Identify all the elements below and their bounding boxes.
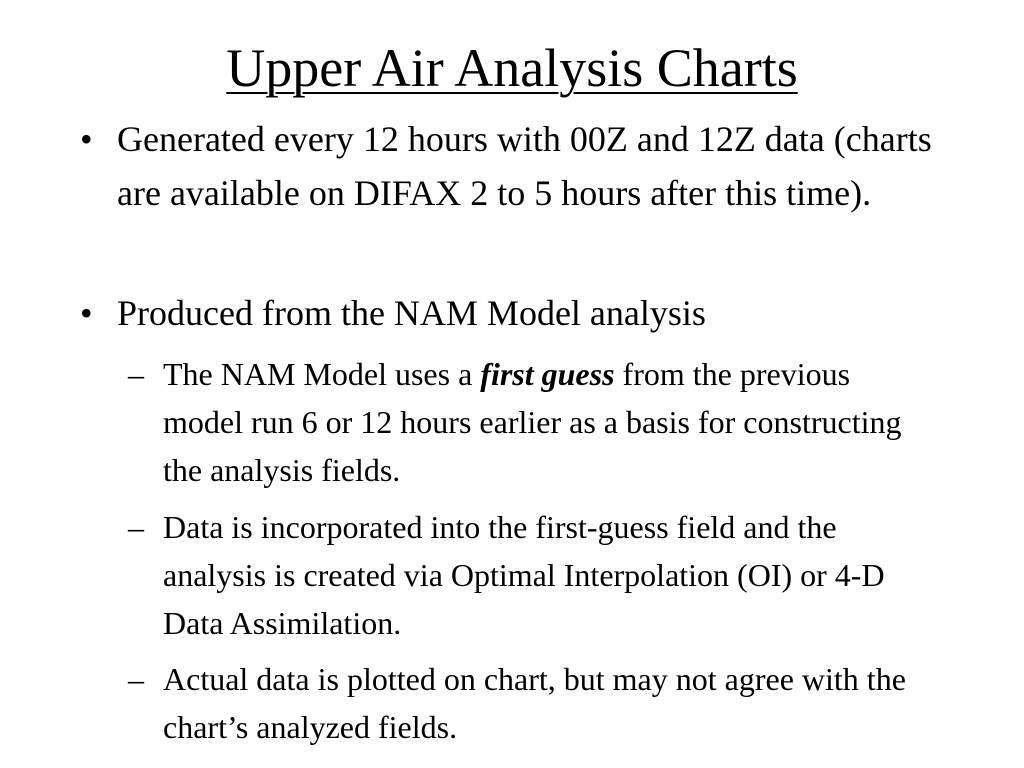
- emphasis-text: first guess: [480, 356, 615, 392]
- bullet-item: [80, 112, 960, 220]
- sub-bullet-marker: –: [128, 509, 144, 545]
- sub-bullet-item: [128, 350, 918, 494]
- slide-title-text: Upper Air Analysis Charts: [226, 38, 798, 98]
- bullet-marker: •: [80, 293, 93, 333]
- sub-bullet-text-after: from the previous model run 6 or 12 hours earlier as a basis for constructing the analysis fields.: [163, 356, 902, 488]
- sub-bullet-text: Actual data is plotted on chart, but may not agree with the chart’s analyzed fields.: [163, 661, 906, 745]
- bullet-item: [80, 286, 960, 340]
- sub-bullet-text: Data is incorporated into the first-guess field and the analysis is created via Optimal Interpolation (OI) or 4-D Data Assimilation.: [163, 509, 885, 641]
- bullet-text: Generated every 12 hours with 00Z and 12Z data (charts are available on DIFAX 2 to 5 hours after this time).: [117, 119, 932, 213]
- sub-bullet-item: [128, 655, 918, 751]
- sub-bullet-item: [128, 503, 918, 647]
- sub-bullet-text: [163, 350, 918, 494]
- bullet-text: Produced from the NAM Model analysis: [117, 293, 706, 333]
- sub-bullet-text-before: The NAM Model uses a: [163, 356, 481, 392]
- sub-bullet-marker: –: [128, 356, 144, 392]
- sub-bullet-marker: –: [128, 661, 144, 697]
- bullet-marker: •: [80, 119, 93, 159]
